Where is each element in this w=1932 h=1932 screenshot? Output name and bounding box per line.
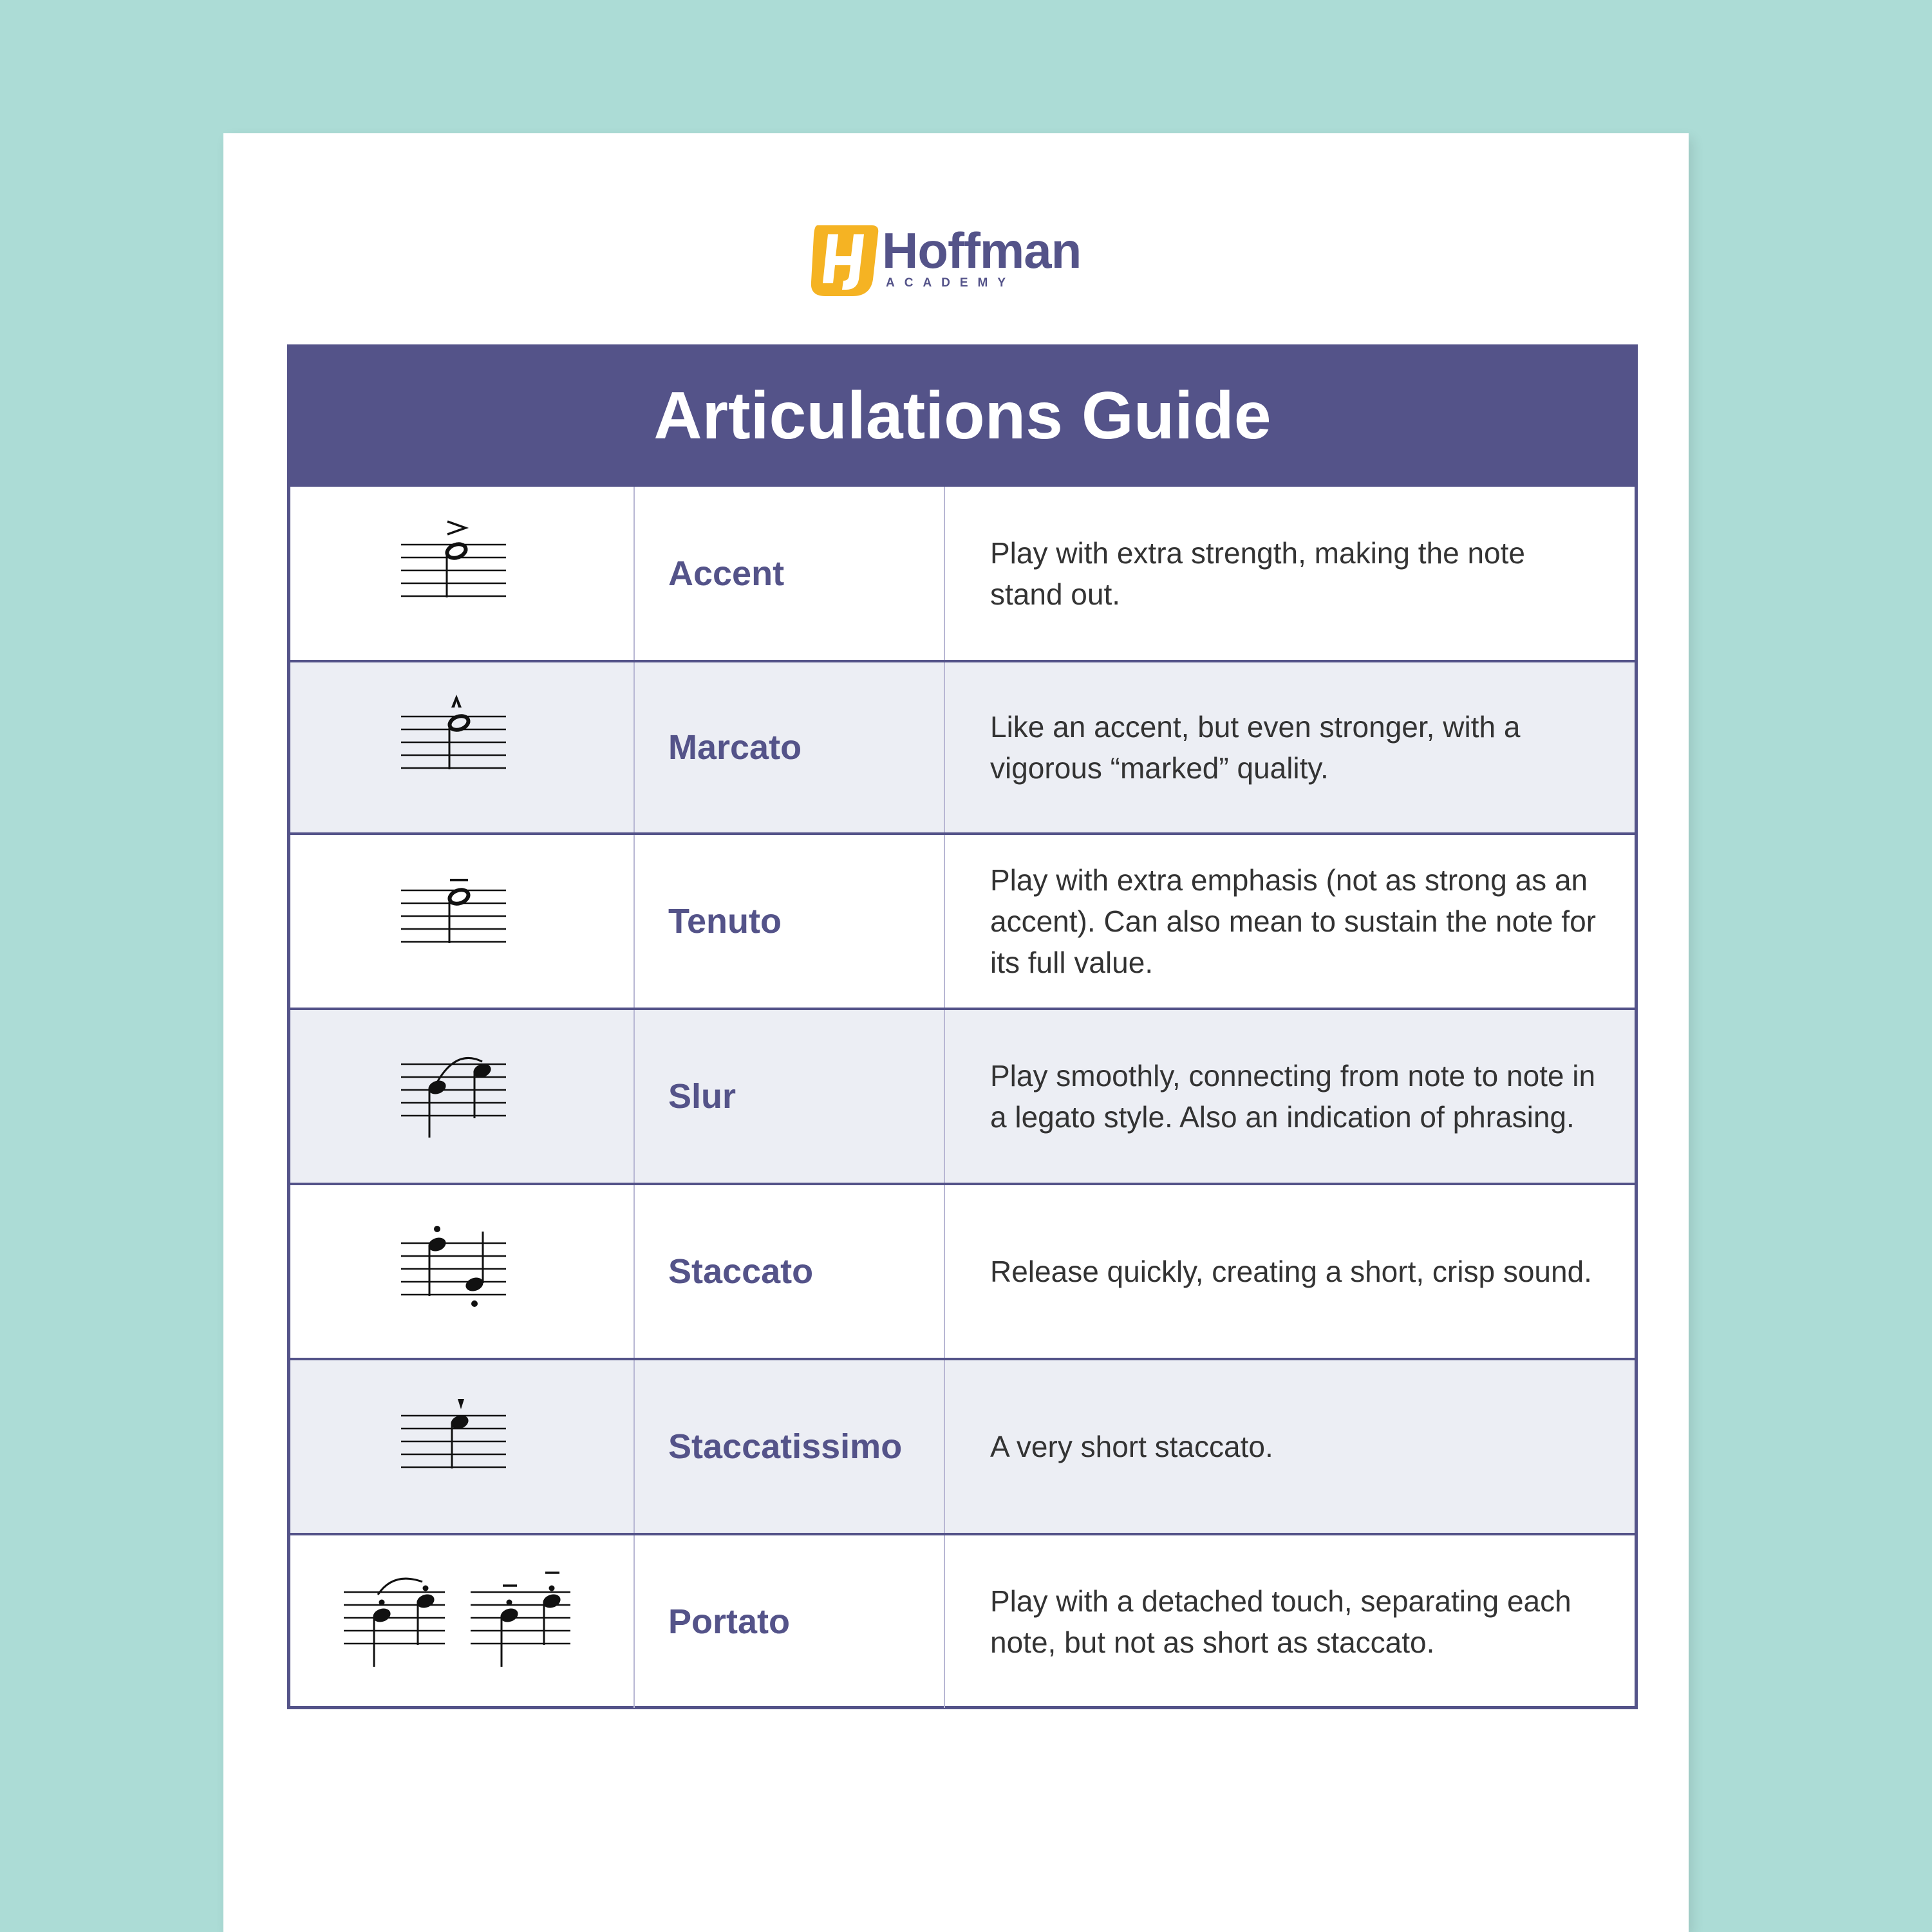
marcato-notation-icon: [290, 662, 635, 832]
table-row-staccatissimo: [290, 1358, 1635, 1533]
articulation-name: Accent: [635, 487, 945, 660]
articulation-description: Play smoothly, connecting from note to note in a legato style. Also an indication of phrasing.: [990, 1059, 1596, 1134]
hoffman-h-note-logo-icon: [806, 220, 883, 301]
table-row-slur: [290, 1008, 1635, 1183]
staccatissimo-notation-icon: [290, 1360, 635, 1533]
articulation-description: Release quickly, creating a short, crisp sound.: [990, 1255, 1592, 1288]
articulation-description: A very short staccato.: [990, 1430, 1273, 1463]
table-row-tenuto: [290, 832, 1635, 1008]
articulations-sheet: [223, 133, 1689, 1932]
articulation-description: Play with extra emphasis (not as strong as an accent). Can also mean to sustain the note for its full value.: [990, 863, 1596, 979]
logo-subtitle: ACADEMY: [886, 276, 1016, 290]
guide-title: Articulations Guide: [290, 348, 1635, 484]
articulation-name: Portato: [635, 1535, 945, 1708]
hoffman-academy-logo: [806, 220, 1115, 310]
articulation-name: Marcato: [635, 662, 945, 832]
table-row-marcato: [290, 660, 1635, 832]
articulation-description: Play with a detached touch, separating each note, but not as short as staccato.: [990, 1584, 1571, 1659]
slur-notation-icon: [290, 1010, 635, 1183]
table-row-accent: [290, 484, 1635, 660]
accent-notation-icon: [290, 487, 635, 660]
articulation-description: Play with extra strength, making the note stand out.: [990, 536, 1525, 611]
articulations-table: [287, 344, 1638, 1709]
logo-wordmark: Hoffman: [882, 222, 1082, 279]
tenuto-notation-icon: [290, 835, 635, 1008]
articulation-name: Slur: [635, 1010, 945, 1183]
portato-notation-icon: [290, 1535, 635, 1708]
table-row-staccato: [290, 1183, 1635, 1358]
articulation-name: Staccato: [635, 1185, 945, 1358]
articulation-description: Like an accent, but even stronger, with a vigorous “marked” quality.: [990, 710, 1521, 785]
table-row-portato: [290, 1533, 1635, 1708]
staccato-notation-icon: [290, 1185, 635, 1358]
articulation-name: Staccatissimo: [635, 1360, 945, 1533]
articulation-name: Tenuto: [635, 835, 945, 1008]
